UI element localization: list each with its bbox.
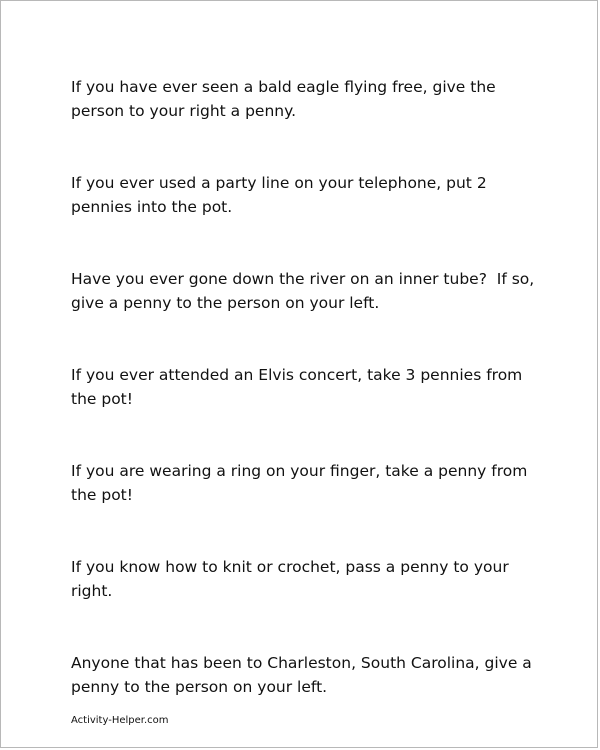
prompt-item: If you have ever seen a bald eagle flying free, give the person to your right a penny. xyxy=(71,78,501,120)
prompt-item: Anyone that has been to Charleston, South Carolina, give a penny to the person on your left. xyxy=(71,654,537,696)
prompt-item: Have you ever gone down the river on an inner tube? If so, give a penny to the person on your left. xyxy=(71,270,540,312)
prompt-list xyxy=(71,75,541,747)
prompt-item: If you are wearing a ring on your finger, take a penny from the pot! xyxy=(71,462,533,504)
prompt-item: If you ever used a party line on your telephone, put 2 pennies into the pot. xyxy=(71,174,492,216)
footer-site-name: Activity-Helper.com xyxy=(71,715,169,726)
prompt-item: If you ever attended an Elvis concert, take 3 pennies from the pot! xyxy=(71,366,528,408)
prompt-item: If you know how to knit or crochet, pass a penny to your right. xyxy=(71,558,514,600)
